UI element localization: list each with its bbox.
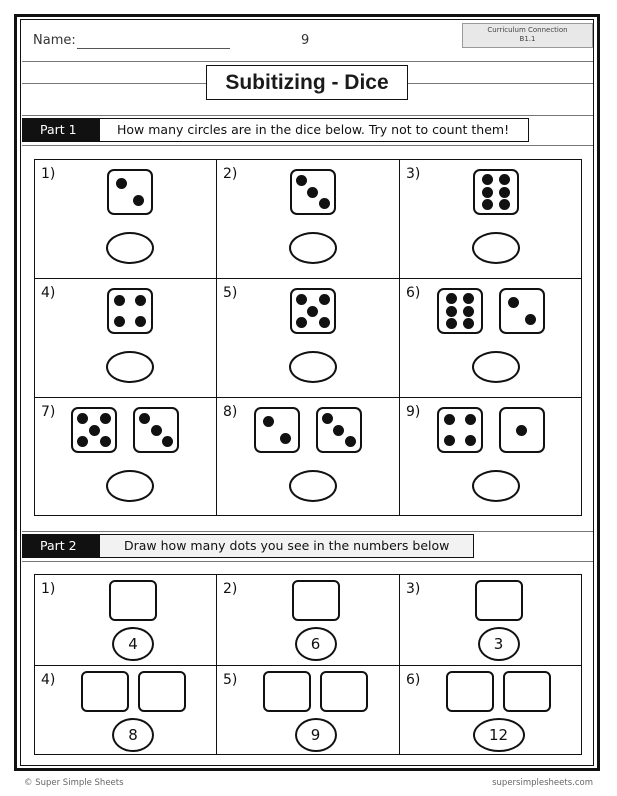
grid-line (35, 278, 581, 279)
die-pip (135, 295, 146, 306)
dot-drawing-box[interactable] (475, 580, 523, 621)
die-pip (319, 317, 330, 328)
die-pip (444, 435, 455, 446)
answer-oval[interactable] (289, 232, 337, 264)
die-pip (345, 436, 356, 447)
die-pip (296, 317, 307, 328)
die-2 (107, 169, 153, 215)
die-pip (446, 293, 457, 304)
die-3 (316, 407, 362, 453)
curriculum-badge (462, 23, 593, 48)
question-number: 4) (41, 672, 56, 688)
answer-oval[interactable] (472, 351, 520, 383)
die-pip (114, 316, 125, 327)
page-title: Subitizing - Dice (206, 65, 408, 100)
die-pip (77, 436, 88, 447)
question-number: 2) (223, 166, 238, 182)
die-5 (290, 288, 336, 334)
question-number: 7) (41, 404, 56, 420)
answer-oval[interactable] (472, 470, 520, 502)
die-2 (254, 407, 300, 453)
die-5 (71, 407, 117, 453)
dot-drawing-box[interactable] (138, 671, 186, 712)
grid-line (35, 397, 581, 398)
die-pip (516, 425, 527, 436)
die-pip (482, 199, 493, 210)
die-pip (280, 433, 291, 444)
question-number: 9) (406, 404, 421, 420)
number-oval: 9 (295, 718, 337, 752)
dot-drawing-box[interactable] (81, 671, 129, 712)
die-pip (508, 297, 519, 308)
die-pip (499, 199, 510, 210)
die-6 (437, 288, 483, 334)
question-number: 8) (223, 404, 238, 420)
divider-part2-top (22, 531, 593, 532)
die-pip (525, 314, 536, 325)
die-pip (463, 318, 474, 329)
footer-copyright: © Super Simple Sheets (24, 778, 124, 788)
die-pip (322, 413, 333, 424)
question-number: 3) (406, 581, 421, 597)
die-pip (133, 195, 144, 206)
page-number: 9 (301, 33, 310, 48)
question-number: 4) (41, 285, 56, 301)
die-pip (444, 414, 455, 425)
die-pip (114, 295, 125, 306)
die-3 (133, 407, 179, 453)
name-label: Name: (33, 33, 76, 48)
number-oval: 4 (112, 627, 154, 661)
die-pip (77, 413, 88, 424)
question-number: 5) (223, 672, 238, 688)
die-pip (465, 435, 476, 446)
dot-drawing-box[interactable] (503, 671, 551, 712)
dot-drawing-box[interactable] (320, 671, 368, 712)
number-oval: 6 (295, 627, 337, 661)
name-field[interactable] (77, 48, 230, 49)
question-number: 6) (406, 285, 421, 301)
die-pip (463, 293, 474, 304)
die-1 (499, 407, 545, 453)
divider-part2 (22, 561, 593, 562)
die-pip (499, 174, 510, 185)
curriculum-label: Curriculum Connection (487, 26, 568, 34)
die-pip (139, 413, 150, 424)
die-pip (482, 187, 493, 198)
footer-website: supersimplesheets.com (492, 778, 593, 788)
die-2 (499, 288, 545, 334)
die-pip (319, 294, 330, 305)
die-pip (89, 425, 100, 436)
die-pip (446, 318, 457, 329)
part1-tag: Part 1 (22, 118, 99, 142)
dot-drawing-box[interactable] (263, 671, 311, 712)
answer-oval[interactable] (289, 351, 337, 383)
part2-tag: Part 2 (22, 534, 99, 558)
die-4 (437, 407, 483, 453)
number-oval: 12 (473, 718, 525, 752)
die-pip (307, 306, 318, 317)
question-number: 6) (406, 672, 421, 688)
die-pip (296, 294, 307, 305)
die-pip (499, 187, 510, 198)
die-3 (290, 169, 336, 215)
dot-drawing-box[interactable] (109, 580, 157, 621)
die-6 (473, 169, 519, 215)
question-number: 1) (41, 581, 56, 597)
die-pip (100, 413, 111, 424)
answer-oval[interactable] (289, 470, 337, 502)
die-pip (465, 414, 476, 425)
answer-oval[interactable] (472, 232, 520, 264)
part1-instruction: How many circles are in the dice below. Try not to count them! (99, 118, 529, 142)
grid-line (35, 665, 581, 666)
question-number: 2) (223, 581, 238, 597)
question-number: 3) (406, 166, 421, 182)
die-pip (162, 436, 173, 447)
grid-line (216, 160, 217, 515)
number-oval: 8 (112, 718, 154, 752)
die-pip (151, 425, 162, 436)
divider-title (22, 115, 593, 116)
answer-oval[interactable] (106, 351, 154, 383)
part2-instruction: Draw how many dots you see in the numbers below (99, 534, 474, 558)
die-pip (263, 416, 274, 427)
die-pip (319, 198, 330, 209)
divider-part1 (22, 145, 593, 146)
grid-line (399, 160, 400, 515)
number-oval: 3 (478, 627, 520, 661)
question-number: 5) (223, 285, 238, 301)
die-pip (446, 306, 457, 317)
divider-top (22, 61, 593, 62)
dot-drawing-box[interactable] (292, 580, 340, 621)
question-number: 1) (41, 166, 56, 182)
die-pip (296, 175, 307, 186)
die-pip (100, 436, 111, 447)
die-pip (135, 316, 146, 327)
curriculum-code: B1.1 (519, 35, 536, 43)
die-pip (307, 187, 318, 198)
answer-oval[interactable] (106, 232, 154, 264)
dot-drawing-box[interactable] (446, 671, 494, 712)
die-pip (333, 425, 344, 436)
die-pip (482, 174, 493, 185)
answer-oval[interactable] (106, 470, 154, 502)
die-pip (116, 178, 127, 189)
die-4 (107, 288, 153, 334)
die-pip (463, 306, 474, 317)
